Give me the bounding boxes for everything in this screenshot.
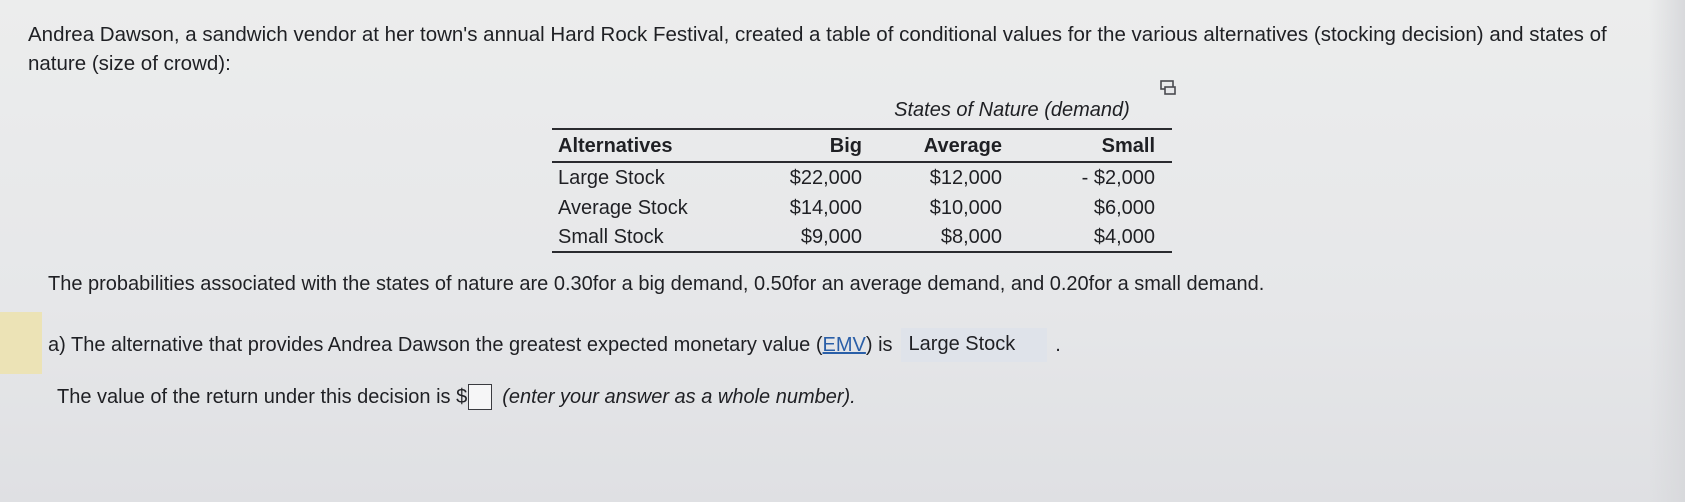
row-small-stock-average: $8,000 bbox=[940, 226, 1002, 248]
header-small: Small bbox=[1101, 135, 1155, 157]
row-average-stock-small: $6,000 bbox=[1093, 197, 1155, 219]
question-b-prefix: The value of the return under this decision is $ bbox=[57, 385, 468, 408]
table-header-rule bbox=[552, 161, 1172, 163]
row-large-stock-small: - $2,000 bbox=[1081, 167, 1155, 189]
return-value-input[interactable] bbox=[468, 384, 492, 410]
question-a-trail: . bbox=[1055, 333, 1061, 356]
question-a-answer: Large Stock bbox=[901, 328, 1048, 362]
header-average: Average bbox=[923, 135, 1002, 157]
table-top-rule bbox=[552, 128, 1172, 130]
question-a-prefix: a) The alternative that provides Andrea Dawson the greatest expected monetary value ( bbox=[48, 333, 823, 356]
row-average-stock-average: $10,000 bbox=[929, 197, 1002, 219]
problem-intro: Andrea Dawson, a sandwich vendor at her town's annual Hard Rock Festival, created a table of conditional values for the various alternatives (stocking decision) and states of nature (size of crowd): bbox=[28, 23, 1607, 75]
expand-table-icon[interactable] bbox=[1158, 79, 1178, 97]
row-average-stock-big: $14,000 bbox=[789, 197, 862, 219]
emv-glossary-link[interactable]: EMV bbox=[822, 333, 866, 356]
header-big: Big bbox=[829, 135, 862, 157]
row-average-stock-label: Average Stock bbox=[558, 197, 688, 219]
row-small-stock-small: $4,000 bbox=[1093, 226, 1155, 248]
row-small-stock-label: Small Stock bbox=[558, 226, 664, 248]
row-large-stock-average: $12,000 bbox=[929, 167, 1002, 189]
row-large-stock-big: $22,000 bbox=[789, 167, 862, 189]
question-a bbox=[48, 328, 1061, 362]
states-of-nature-caption: States of Nature (demand) bbox=[894, 99, 1130, 121]
question-b-hint: (enter your answer as a whole number). bbox=[502, 385, 856, 408]
probabilities-statement: The probabilities associated with the states of nature are 0.30for a big demand, 0.50for an average demand, and 0.20for a small demand. bbox=[48, 273, 1265, 295]
table-bottom-rule bbox=[552, 251, 1172, 253]
header-alternatives: Alternatives bbox=[558, 135, 673, 157]
question-highlight-band bbox=[0, 312, 42, 374]
question-a-suffix: ) is bbox=[865, 333, 893, 356]
row-large-stock-label: Large Stock bbox=[558, 167, 665, 189]
row-small-stock-big: $9,000 bbox=[800, 226, 862, 248]
question-b bbox=[57, 384, 856, 410]
right-edge-shadow bbox=[1649, 0, 1685, 502]
